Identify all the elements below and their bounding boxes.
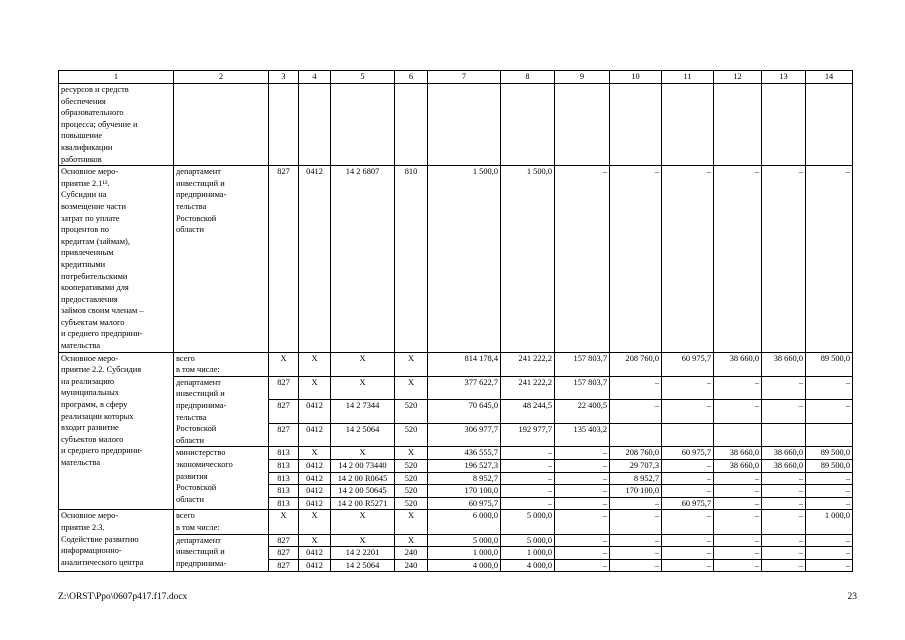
value-cell: 14 2 7344 bbox=[331, 400, 395, 424]
value-cell: 0412 bbox=[299, 166, 331, 353]
value-cell: – bbox=[806, 559, 853, 572]
column-number: 6 bbox=[395, 71, 428, 84]
value-cell: 14 2 00 R5271 bbox=[331, 497, 395, 510]
value-cell: 0412 bbox=[299, 485, 331, 498]
table-body bbox=[59, 71, 853, 572]
empty-cell bbox=[299, 84, 331, 166]
value-cell: 241 222,2 bbox=[501, 376, 555, 400]
value-cell: – bbox=[501, 472, 555, 485]
value-cell: Х bbox=[395, 534, 428, 547]
column-number: 11 bbox=[662, 71, 714, 84]
value-cell: 520 bbox=[395, 400, 428, 424]
value-cell: Х bbox=[299, 352, 331, 376]
value-cell: 813 bbox=[269, 447, 299, 460]
value-cell: – bbox=[714, 534, 762, 547]
table-row bbox=[59, 447, 853, 460]
column-number: 2 bbox=[174, 71, 269, 84]
value-cell: – bbox=[762, 534, 806, 547]
column-number: 9 bbox=[555, 71, 610, 84]
value-cell: – bbox=[610, 534, 662, 547]
value-cell: – bbox=[762, 510, 806, 534]
empty-cell bbox=[610, 84, 662, 166]
value-cell: Х bbox=[395, 447, 428, 460]
table-row bbox=[59, 534, 853, 547]
value-cell: 1 000,0 bbox=[806, 510, 853, 534]
value-cell: – bbox=[610, 376, 662, 400]
value-cell: – bbox=[714, 497, 762, 510]
value-cell: – bbox=[555, 547, 610, 560]
value-cell: 810 bbox=[395, 166, 428, 353]
empty-cell bbox=[269, 84, 299, 166]
executor-cell: министерство экономического развития Ростовской области bbox=[174, 447, 269, 510]
column-number: 1 bbox=[59, 71, 174, 84]
table-row bbox=[59, 352, 853, 376]
value-cell: 827 bbox=[269, 423, 299, 447]
value-cell: Х bbox=[395, 352, 428, 376]
value-cell: 520 bbox=[395, 472, 428, 485]
value-cell: 89 500,0 bbox=[806, 352, 853, 376]
value-cell: Х bbox=[299, 376, 331, 400]
value-cell: – bbox=[714, 376, 762, 400]
value-cell: 0412 bbox=[299, 559, 331, 572]
column-number: 13 bbox=[762, 71, 806, 84]
value-cell: 827 bbox=[269, 559, 299, 572]
value-cell: – bbox=[762, 559, 806, 572]
measure-description: ресурсов и средств обеспечения образовательного процесса; обучение и повышение квалификации работников bbox=[59, 84, 174, 166]
value-cell: 520 bbox=[395, 423, 428, 447]
value-cell: – bbox=[555, 460, 610, 473]
value-cell: – bbox=[610, 400, 662, 424]
column-number: 8 bbox=[501, 71, 555, 84]
value-cell: Х bbox=[331, 447, 395, 460]
column-number-row bbox=[59, 71, 853, 84]
value-cell: 38 660,0 bbox=[714, 447, 762, 460]
value-cell: Х bbox=[269, 510, 299, 534]
value-cell: – bbox=[806, 547, 853, 560]
value-cell: – bbox=[662, 400, 714, 424]
value-cell: 38 660,0 bbox=[762, 460, 806, 473]
value-cell: 813 bbox=[269, 460, 299, 473]
table-row bbox=[59, 510, 853, 534]
value-cell: – bbox=[555, 447, 610, 460]
column-number: 5 bbox=[331, 71, 395, 84]
value-cell bbox=[662, 423, 714, 447]
value-cell bbox=[762, 423, 806, 447]
value-cell: – bbox=[555, 485, 610, 498]
value-cell: 14 2 5064 bbox=[331, 559, 395, 572]
value-cell: – bbox=[555, 166, 610, 353]
value-cell: 38 660,0 bbox=[714, 352, 762, 376]
table-row bbox=[59, 84, 853, 166]
value-cell: 14 2 00 50645 bbox=[331, 485, 395, 498]
value-cell: 29 707,3 bbox=[610, 460, 662, 473]
value-cell: – bbox=[714, 559, 762, 572]
value-cell: – bbox=[501, 460, 555, 473]
value-cell: – bbox=[762, 547, 806, 560]
value-cell: 813 bbox=[269, 472, 299, 485]
value-cell: 196 527,3 bbox=[428, 460, 501, 473]
value-cell: 436 555,7 bbox=[428, 447, 501, 460]
value-cell: 14 2 5064 bbox=[331, 423, 395, 447]
value-cell: 1 000,0 bbox=[501, 547, 555, 560]
measure-description: Основное меро- приятие 2.1¹². Субсидии на возмещение части затрат по уплате процентов по кредитам (займам), привлеченным кредитными потребительскими кооперативами для предоставления займов своим членам – субъектам малого и среднего предприни- мательства bbox=[59, 166, 174, 353]
value-cell: 520 bbox=[395, 497, 428, 510]
value-cell: 240 bbox=[395, 559, 428, 572]
value-cell: 208 760,0 bbox=[610, 447, 662, 460]
value-cell: 5 000,0 bbox=[501, 534, 555, 547]
value-cell: 0412 bbox=[299, 423, 331, 447]
value-cell: – bbox=[806, 485, 853, 498]
value-cell: 827 bbox=[269, 376, 299, 400]
value-cell: – bbox=[662, 376, 714, 400]
value-cell: 60 975,7 bbox=[428, 497, 501, 510]
value-cell: 4 000,0 bbox=[501, 559, 555, 572]
empty-cell bbox=[501, 84, 555, 166]
value-cell: Х bbox=[395, 510, 428, 534]
value-cell: Х bbox=[331, 352, 395, 376]
value-cell: 60 975,7 bbox=[662, 352, 714, 376]
value-cell: Х bbox=[331, 534, 395, 547]
value-cell: – bbox=[662, 534, 714, 547]
value-cell: 170 100,0 bbox=[428, 485, 501, 498]
value-cell: – bbox=[610, 547, 662, 560]
value-cell: 60 975,7 bbox=[662, 447, 714, 460]
empty-cell bbox=[806, 84, 853, 166]
empty-cell bbox=[174, 84, 269, 166]
value-cell: 241 222,2 bbox=[501, 352, 555, 376]
value-cell: – bbox=[662, 559, 714, 572]
value-cell: 377 622,7 bbox=[428, 376, 501, 400]
value-cell: 89 500,0 bbox=[806, 447, 853, 460]
value-cell: – bbox=[806, 400, 853, 424]
column-number: 14 bbox=[806, 71, 853, 84]
value-cell: 6 000,0 bbox=[428, 510, 501, 534]
executor-cell: департамент инвестиций и предпринима- тельства Ростовской области bbox=[174, 166, 269, 353]
value-cell: 208 760,0 bbox=[610, 352, 662, 376]
value-cell: – bbox=[501, 485, 555, 498]
value-cell: 38 660,0 bbox=[762, 352, 806, 376]
value-cell: – bbox=[610, 559, 662, 572]
measure-description: Основное меро- приятие 2.3. Содействие развитию информационно- аналитического центра bbox=[59, 510, 174, 572]
value-cell: – bbox=[662, 485, 714, 498]
value-cell: Х bbox=[331, 510, 395, 534]
value-cell: – bbox=[806, 166, 853, 353]
value-cell: 5 000,0 bbox=[428, 534, 501, 547]
value-cell: Х bbox=[299, 510, 331, 534]
empty-cell bbox=[714, 84, 762, 166]
table-row bbox=[59, 376, 853, 400]
empty-cell bbox=[331, 84, 395, 166]
value-cell: Х bbox=[269, 352, 299, 376]
value-cell: – bbox=[806, 472, 853, 485]
value-cell: 5 000,0 bbox=[501, 510, 555, 534]
value-cell: 0412 bbox=[299, 547, 331, 560]
value-cell: 827 bbox=[269, 166, 299, 353]
value-cell: 0412 bbox=[299, 472, 331, 485]
value-cell: 48 244,5 bbox=[501, 400, 555, 424]
value-cell: 0412 bbox=[299, 460, 331, 473]
page-number: 23 bbox=[847, 592, 857, 602]
value-cell: – bbox=[762, 376, 806, 400]
value-cell: 1 500,0 bbox=[428, 166, 501, 353]
value-cell: – bbox=[806, 497, 853, 510]
value-cell: – bbox=[714, 485, 762, 498]
empty-cell bbox=[395, 84, 428, 166]
value-cell: 14 2 00 R0645 bbox=[331, 472, 395, 485]
value-cell: – bbox=[806, 534, 853, 547]
value-cell: 135 403,2 bbox=[555, 423, 610, 447]
value-cell: – bbox=[714, 166, 762, 353]
empty-cell bbox=[428, 84, 501, 166]
column-number: 3 bbox=[269, 71, 299, 84]
value-cell: 306 977,7 bbox=[428, 423, 501, 447]
value-cell: 70 645,0 bbox=[428, 400, 501, 424]
value-cell: – bbox=[610, 166, 662, 353]
value-cell: 827 bbox=[269, 400, 299, 424]
value-cell: 0412 bbox=[299, 497, 331, 510]
value-cell: 1 000,0 bbox=[428, 547, 501, 560]
value-cell: 520 bbox=[395, 485, 428, 498]
value-cell: – bbox=[662, 472, 714, 485]
value-cell: 8 952,7 bbox=[610, 472, 662, 485]
value-cell: 827 bbox=[269, 534, 299, 547]
value-cell: 14 2 6807 bbox=[331, 166, 395, 353]
budget-table bbox=[58, 70, 853, 572]
value-cell: – bbox=[762, 485, 806, 498]
value-cell: 14 2 2201 bbox=[331, 547, 395, 560]
value-cell: 38 660,0 bbox=[714, 460, 762, 473]
value-cell: 827 bbox=[269, 547, 299, 560]
value-cell: – bbox=[762, 400, 806, 424]
value-cell: 157 803,7 bbox=[555, 352, 610, 376]
value-cell: 14 2 00 73440 bbox=[331, 460, 395, 473]
value-cell bbox=[714, 423, 762, 447]
value-cell: 38 660,0 bbox=[762, 447, 806, 460]
column-number: 12 bbox=[714, 71, 762, 84]
value-cell: Х bbox=[395, 376, 428, 400]
column-number: 10 bbox=[610, 71, 662, 84]
empty-cell bbox=[662, 84, 714, 166]
value-cell: – bbox=[762, 472, 806, 485]
value-cell: – bbox=[714, 400, 762, 424]
value-cell: Х bbox=[331, 376, 395, 400]
measure-description: Основное меро- приятие 2.2. Субсидия на реализацию муниципальных программ, в сферу реализации которых входит развитие субъектов малого и среднего предприни- мательства bbox=[59, 352, 174, 510]
value-cell: 813 bbox=[269, 497, 299, 510]
value-cell: – bbox=[555, 497, 610, 510]
value-cell: – bbox=[806, 376, 853, 400]
value-cell: 170 100,0 bbox=[610, 485, 662, 498]
value-cell: 60 975,7 bbox=[662, 497, 714, 510]
value-cell: 4 000,0 bbox=[428, 559, 501, 572]
value-cell: – bbox=[555, 559, 610, 572]
table-row bbox=[59, 166, 853, 353]
value-cell: 89 500,0 bbox=[806, 460, 853, 473]
value-cell: – bbox=[555, 510, 610, 534]
empty-cell bbox=[555, 84, 610, 166]
value-cell: – bbox=[662, 166, 714, 353]
executor-cell: департамент инвестиций и предпринима- тельства Ростовской области bbox=[174, 376, 269, 447]
column-number: 4 bbox=[299, 71, 331, 84]
value-cell: Х bbox=[299, 447, 331, 460]
value-cell: – bbox=[662, 510, 714, 534]
footer-file-path: Z:\ORST\Ppo\0607p417.f17.docx bbox=[58, 592, 188, 602]
value-cell: – bbox=[555, 534, 610, 547]
value-cell: 813 bbox=[269, 485, 299, 498]
value-cell: – bbox=[714, 547, 762, 560]
value-cell: – bbox=[555, 472, 610, 485]
value-cell: – bbox=[714, 472, 762, 485]
value-cell: 814 178,4 bbox=[428, 352, 501, 376]
value-cell: 0412 bbox=[299, 400, 331, 424]
value-cell: – bbox=[762, 497, 806, 510]
executor-cell: всего в том числе: bbox=[174, 352, 269, 376]
executor-cell: всего в том числе: bbox=[174, 510, 269, 534]
value-cell bbox=[610, 423, 662, 447]
value-cell: 192 977,7 bbox=[501, 423, 555, 447]
value-cell: – bbox=[662, 460, 714, 473]
value-cell: – bbox=[610, 510, 662, 534]
value-cell: Х bbox=[299, 534, 331, 547]
empty-cell bbox=[762, 84, 806, 166]
value-cell: 157 803,7 bbox=[555, 376, 610, 400]
executor-cell: департамент инвестиций и предпринима- bbox=[174, 534, 269, 572]
value-cell: – bbox=[714, 510, 762, 534]
value-cell: – bbox=[762, 166, 806, 353]
value-cell: – bbox=[501, 497, 555, 510]
value-cell: 520 bbox=[395, 460, 428, 473]
value-cell: 240 bbox=[395, 547, 428, 560]
value-cell: – bbox=[501, 447, 555, 460]
value-cell: – bbox=[610, 497, 662, 510]
value-cell: – bbox=[662, 547, 714, 560]
value-cell: 8 952,7 bbox=[428, 472, 501, 485]
value-cell: 1 500,0 bbox=[501, 166, 555, 353]
column-number: 7 bbox=[428, 71, 501, 84]
value-cell: 22 400,5 bbox=[555, 400, 610, 424]
value-cell bbox=[806, 423, 853, 447]
